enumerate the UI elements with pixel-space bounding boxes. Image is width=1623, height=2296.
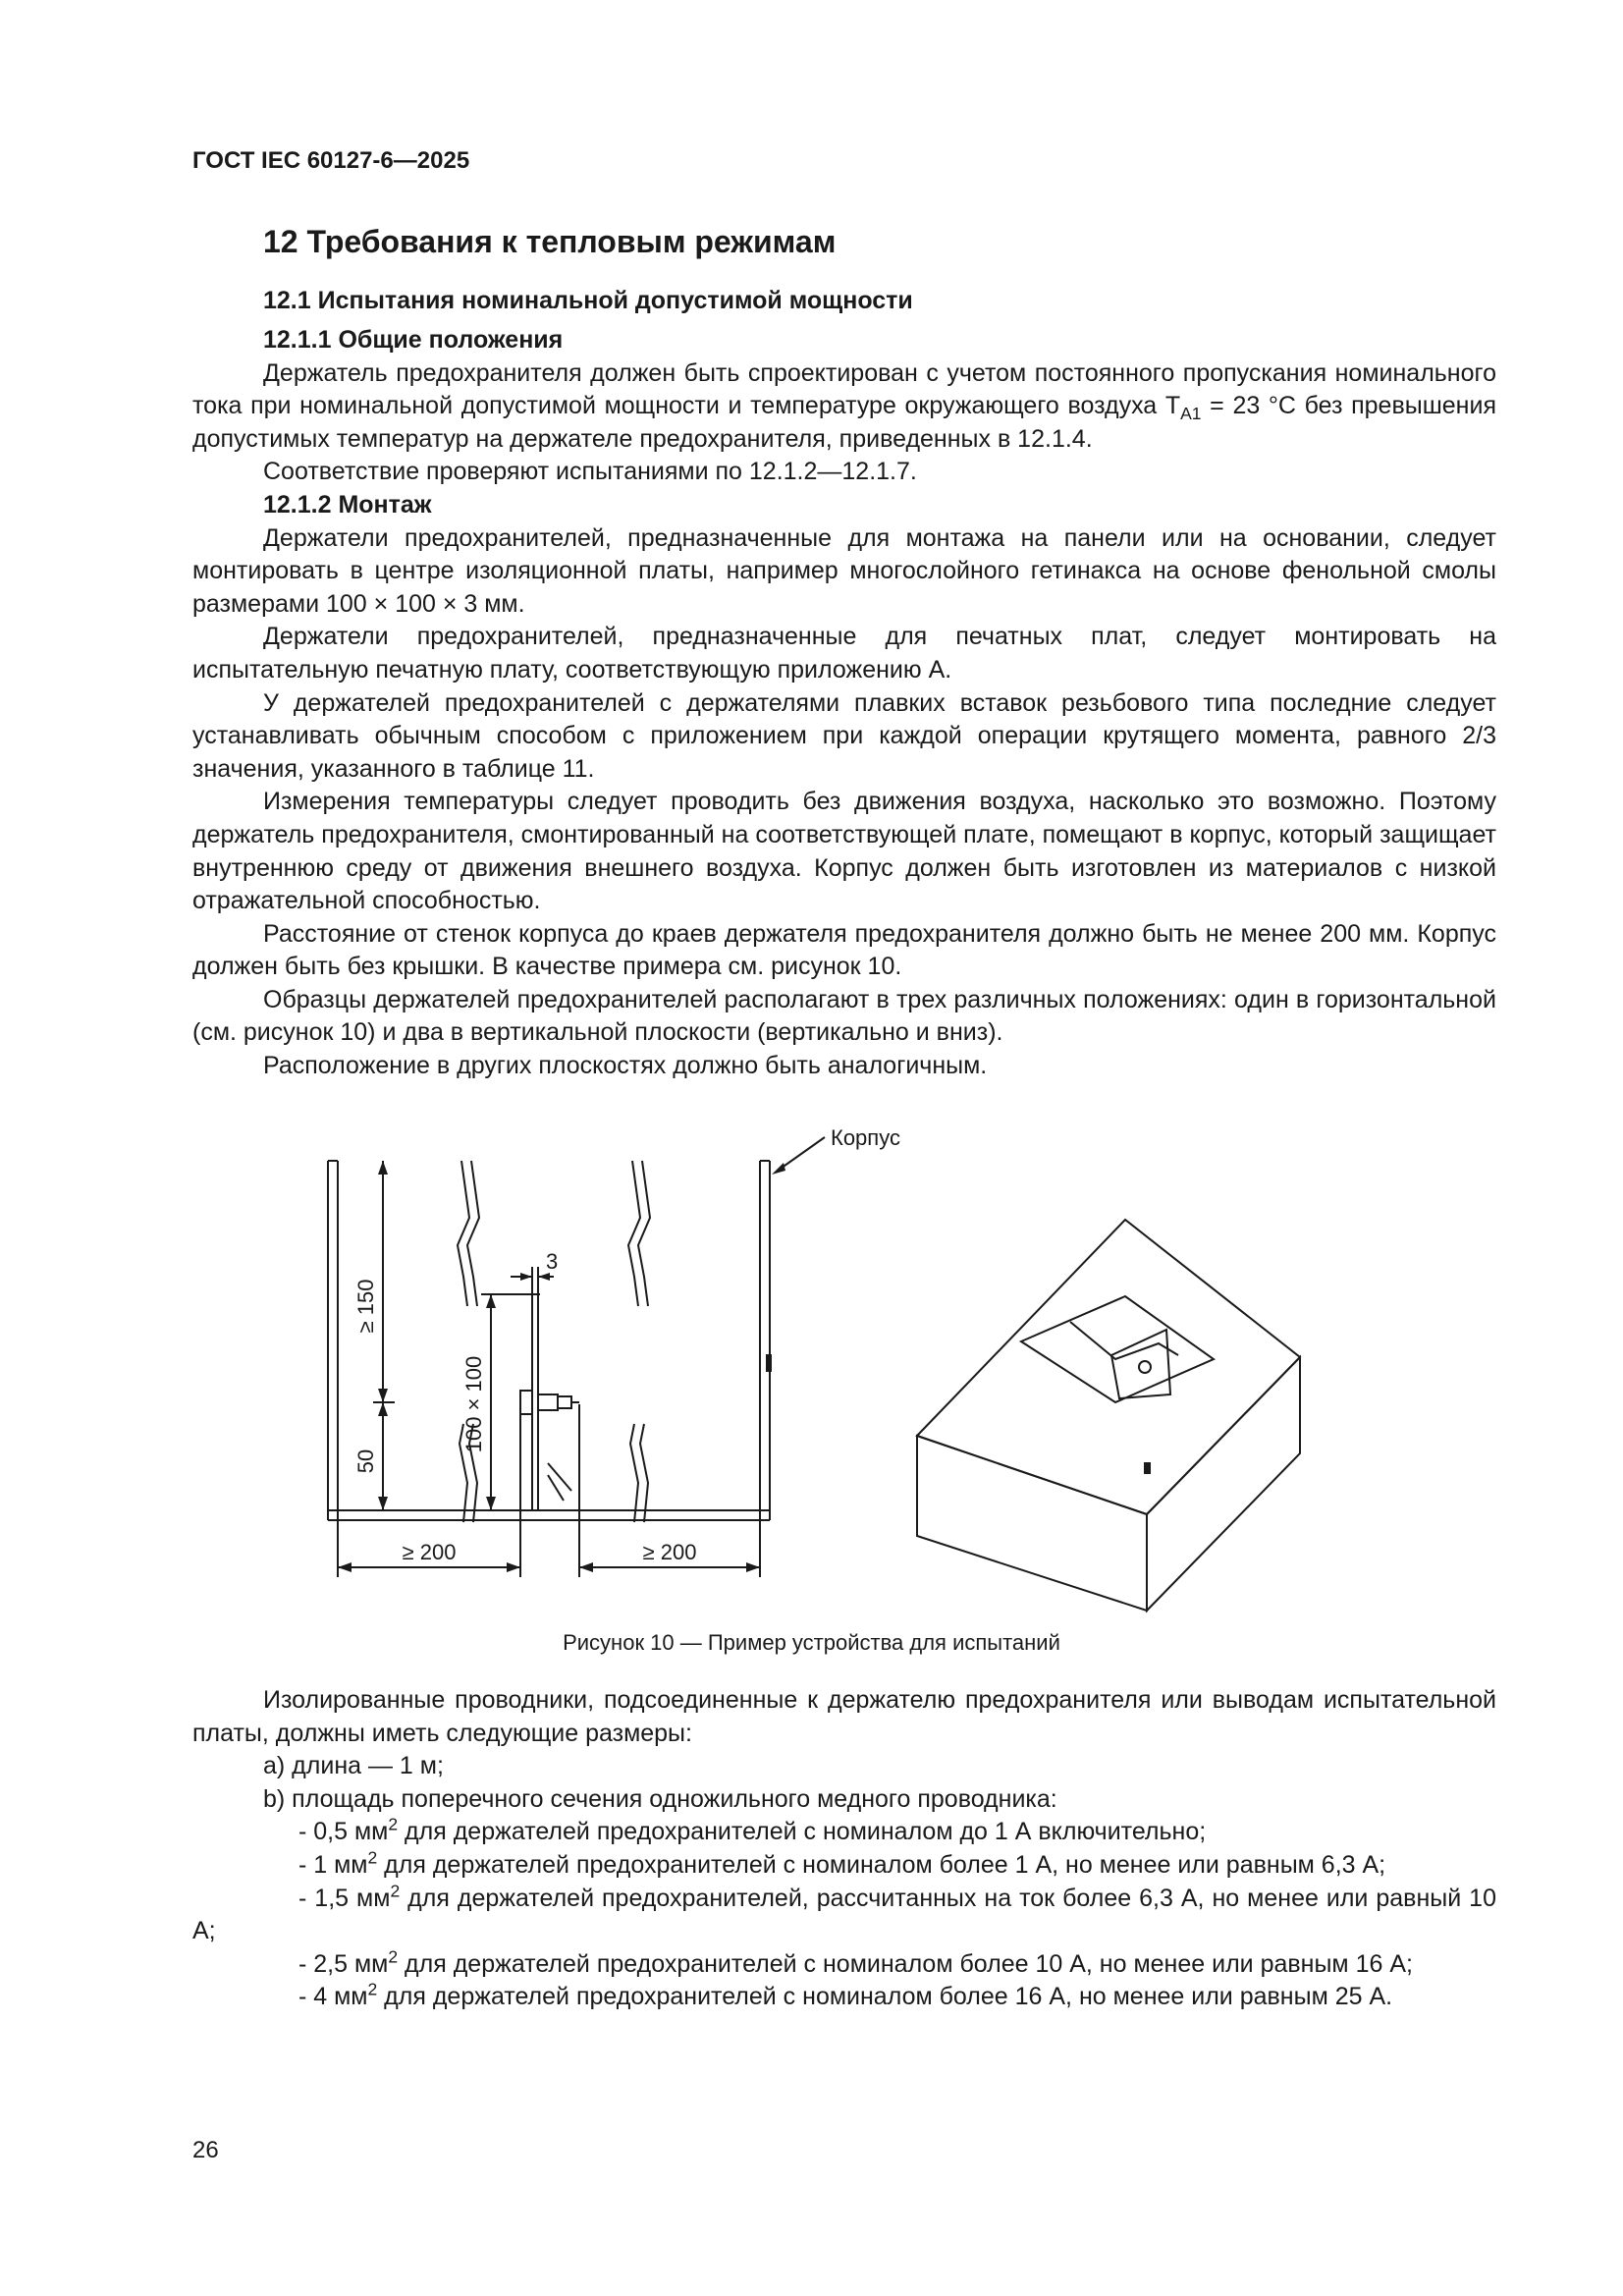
housing-leader — [778, 1137, 825, 1171]
figure-10 — [314, 1110, 1522, 1620]
paragraph-general: Держатель предохранителя должен быть спроектирован с учетом постоянного пропускания номинального тока при номинальной допустимой мощности и температуре окружающего воздуха $T_{A1} = 23$ °C без превышения допустимых температур на держателе предохранителя, приведенных в 12.1.4. — [192, 358, 1496, 453]
dimension-3-label: 3 — [546, 1249, 559, 1274]
break-line-right — [628, 1161, 640, 1306]
heading-12-1-2: 12.1.2 Монтаж — [263, 490, 432, 519]
heading-12-1-1: 12.1.1 Общие положения — [263, 326, 564, 354]
paragraph-mounting-panel: Держатели предохранителей, предназначенные для монтажа на панели или на основании, следует монтировать в центре изоляционной платы, например многослойного гетинакса на основе фенольной смолы размерами 100 × 100 × 3 мм. — [192, 523, 1496, 618]
list-dash-3: - 1,5 $мм^2$ для держателей предохранителей, рассчитанных на ток более 6,3 А, но менее или равный 10 А; — [192, 1881, 1496, 1945]
dimension-200-right-label: ≥ 200 — [642, 1540, 697, 1564]
section-title: 12 Требования к тепловым режимам — [263, 224, 837, 259]
fuse-holder — [520, 1391, 532, 1414]
list-dash-2: - 1 $мм^2$ для держателей предохранителей с номиналом более 1 А, но менее или равным 6,3 А; — [298, 1847, 1386, 1879]
paragraph-temperature: Измерения температуры следует проводить без движения воздуха, насколько это возможно. Поэтому держатель предохранителя, смонтированный на соответствующей плате, помещают в корпус, который защищает внутреннюю среду от движения внешнего воздуха. Корпус должен быть изготовлен из материалов с низкой отражательной способностью. — [192, 788, 1496, 915]
paragraph-mounting-pcb: Держатели предохранителей, предназначенные для печатных плат, следует монтировать на испытательную печатную плату, соответствующую приложению А. — [192, 623, 1496, 683]
paragraph-compliance: Соответствие проверяют испытаниями по 12.1.2—12.1.7. — [263, 458, 917, 486]
figure-caption: Рисунок 10 — Пример устройства для испытаний — [563, 1630, 1060, 1655]
dimension-100-label: 100 × 100 — [461, 1355, 486, 1453]
subsection-title: 12.1 Испытания номинальной допустимой мощности — [263, 287, 913, 314]
body-text-after-figure — [192, 1684, 1496, 2014]
test-arrangement-drawing — [314, 1110, 1522, 1620]
housing-isometric-view — [917, 1220, 1300, 1611]
paragraph-conductors: Изолированные проводники, подсоединенные к держателю предохранителя или выводам испытательной платы, должны иметь следующие размеры: — [192, 1686, 1496, 1747]
paragraph-screw-type: У держателей предохранителей с держателями плавких вставок резьбового типа последние следует устанавливать обычным способом с приложением при каждой операции крутящего момента, равного 2/3 значения, указанного в таблице 11. — [192, 688, 1496, 783]
paragraph-positions: Образцы держателей предохранителей располагают в трех различных положениях: один в горизонтальной (см. рисунок 10) и два в вертикальной плоскости (вертикально и вниз). — [192, 985, 1496, 1047]
dimension-150-label: ≥ 150 — [353, 1279, 378, 1334]
dimension-200-left-label: ≥ 200 — [402, 1540, 457, 1564]
document-id: ГОСТ IEC 60127-6—2025 — [192, 147, 470, 174]
paragraph-distance: Расстояние от стенок корпуса до краев держателя предохранителя должно быть не менее 200 мм. Корпус должен быть без крышки. В качестве примера см. рисунок 10. — [192, 919, 1496, 981]
body-text — [192, 324, 1496, 1083]
housing-label: Корпус — [831, 1125, 900, 1150]
list-dash-1: - 0,5 $мм^2$ для держателей предохранителей с номиналом до 1 А включительно; — [298, 1815, 1207, 1846]
dimension-50-label: 50 — [353, 1449, 378, 1474]
list-item-a: a) длина — 1 м; — [263, 1752, 444, 1780]
paragraph-other-planes: Расположение в других плоскостях должно быть аналогичным. — [263, 1052, 988, 1080]
page-number: 26 — [192, 2137, 219, 2163]
list-item-b: b) площадь поперечного сечения одножильного медного проводника: — [263, 1784, 1057, 1813]
list-dash-5: - 4 $мм^2$ для держателей предохранителей с номиналом более 16 А, но менее или равным 25 А. — [298, 1980, 1393, 2011]
break-line-left — [458, 1161, 469, 1306]
list-dash-4: - 2,5 $мм^2$ для держателей предохранителей с номиналом более 10 А, но менее или равным 16 А; — [298, 1946, 1413, 1978]
